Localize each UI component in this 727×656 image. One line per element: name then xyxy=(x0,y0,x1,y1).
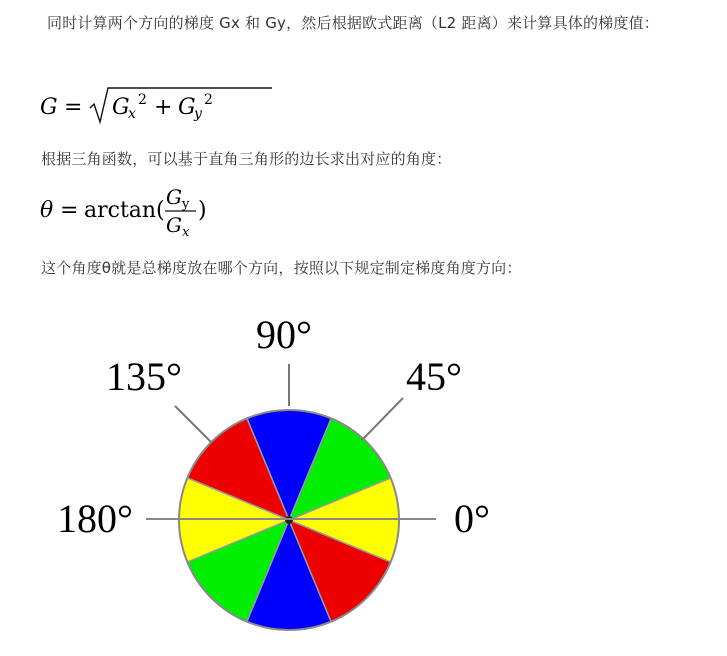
angle-intro-paragraph: 根据三角函数，可以基于直角三角形的边长求出对应的角度： xyxy=(41,150,452,168)
gradient-direction-diagram xyxy=(0,300,727,652)
label-135: 135° xyxy=(106,354,182,399)
label-0: 0° xyxy=(454,496,490,541)
gradient-angle-formula xyxy=(40,184,240,240)
label-45: 45° xyxy=(406,354,462,399)
magnitude-formula-svg xyxy=(40,84,280,128)
formula-gx: G xyxy=(112,95,130,120)
tick-45 xyxy=(362,398,403,440)
direction-wheel-svg xyxy=(0,300,727,652)
formula-arctan: arctan xyxy=(84,198,157,223)
tick-135 xyxy=(175,406,212,443)
formula-g: G xyxy=(40,95,58,120)
formula2-equals: = xyxy=(60,198,79,223)
formula-equals: = xyxy=(64,95,83,120)
formula-theta: θ xyxy=(40,198,54,223)
formula-open-paren: ( xyxy=(156,198,165,223)
formula-num-sub: y xyxy=(182,197,190,212)
formula-gy-sub: y xyxy=(194,106,202,122)
formula-gx-sup: 2 xyxy=(138,92,147,108)
formula-den-sub: x xyxy=(182,225,190,240)
label-180: 180° xyxy=(57,496,133,541)
formula-plus: + xyxy=(154,95,173,120)
label-90: 90° xyxy=(256,312,312,357)
formula-num-g: G xyxy=(166,185,182,209)
formula-gx-sub: x xyxy=(128,106,136,122)
gradient-intro-paragraph: 同时计算两个方向的梯度 Gx 和 Gy，然后根据欧式距离（L2 距离）来计算具体的梯度值： xyxy=(47,14,659,32)
formula-gy: G xyxy=(178,95,196,120)
angle-formula-svg xyxy=(40,184,240,240)
angle-direction-paragraph: 这个角度θ就是总梯度放在哪个方向，按照以下规定制定梯度角度方向： xyxy=(41,259,522,277)
formula-close-paren: ) xyxy=(198,198,207,223)
formula-gy-sup: 2 xyxy=(204,92,213,108)
formula-den-g: G xyxy=(166,213,182,237)
gradient-magnitude-formula xyxy=(40,84,280,128)
